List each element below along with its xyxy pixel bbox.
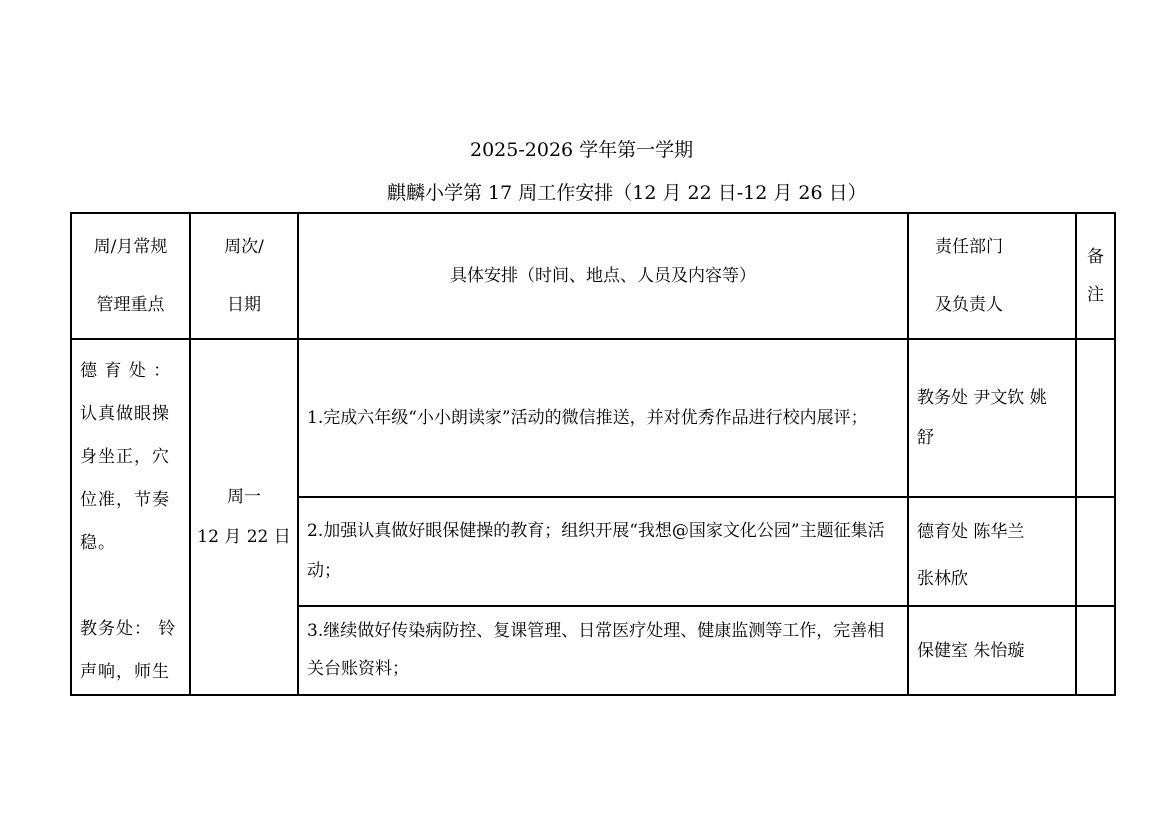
work-schedule-table [70,212,1116,696]
focus-cell [71,339,190,695]
focus-line: 稳。 [80,533,116,553]
focus-line: 位准，节奏 [80,490,170,510]
dept-cell [908,606,1076,695]
dept-line: 舒 [917,428,934,448]
term-title: 2025-2026 学年第一学期 [470,139,694,161]
table-row [71,339,1115,497]
arrangement-text: 3.继续做好传染病防控、复课管理、日常医疗处理、健康监测等工作，完善相关台账资料； [307,621,885,680]
note-cell [1076,606,1115,695]
col-header-note [1076,213,1115,339]
col-header-dept-line1: 责任部门 [935,237,1003,257]
arrangement-cell [298,339,908,497]
focus-line: 身坐正，穴 [80,447,170,467]
col-header-focus-line1: 周/月常规 [93,237,168,257]
col-header-week-line1: 周次/ [224,237,264,257]
col-header-arrangement-label: 具体安排（时间、地点、人员及内容等） [450,266,756,286]
col-header-dept-line2: 及负责人 [935,295,1003,315]
focus-line: 声响，师生 [80,662,170,682]
col-header-arrangement [298,213,908,339]
dept-line: 保健室 朱怡璇 [917,641,1025,662]
note-cell [1076,339,1115,497]
col-header-focus [71,213,190,339]
dept-cell [908,339,1076,497]
dept-line: 教务处 尹文钦 姚 [917,388,1047,408]
weekday-label: 周一 [227,487,261,507]
arrangement-text: 2.加强认真做好眼保健操的教育；组织开展“我想@国家文化公园”主题征集活动； [307,521,885,582]
col-header-week [190,213,298,339]
dept-line: 德育处 陈华兰 [917,522,1025,543]
week-schedule-title: 麒麟小学第 17 周工作安排（12 月 22 日-12 月 26 日） [387,182,867,204]
col-header-focus-line2: 管理重点 [96,295,165,315]
focus-line: 德 育 处 ： [80,361,172,381]
col-header-note-line1: 备 [1087,247,1104,267]
arrangement-cell [298,606,908,695]
arrangement-cell [298,497,908,606]
arrangement-text: 1.完成六年级“小小朗读家”活动的微信推送，并对优秀作品进行校内展评； [307,407,868,428]
note-cell [1076,497,1115,606]
col-header-week-line2: 日期 [227,295,261,315]
col-header-dept [908,213,1076,339]
focus-line: 认真做眼操 [80,404,170,424]
focus-line: 教务处： 铃 [80,619,177,639]
header-row [71,213,1115,339]
day-cell [190,339,298,695]
dept-line: 张林欣 [917,569,968,590]
col-header-note-line2: 注 [1087,285,1104,305]
date-label: 12 月 22 日 [197,527,291,547]
dept-cell [908,497,1076,606]
